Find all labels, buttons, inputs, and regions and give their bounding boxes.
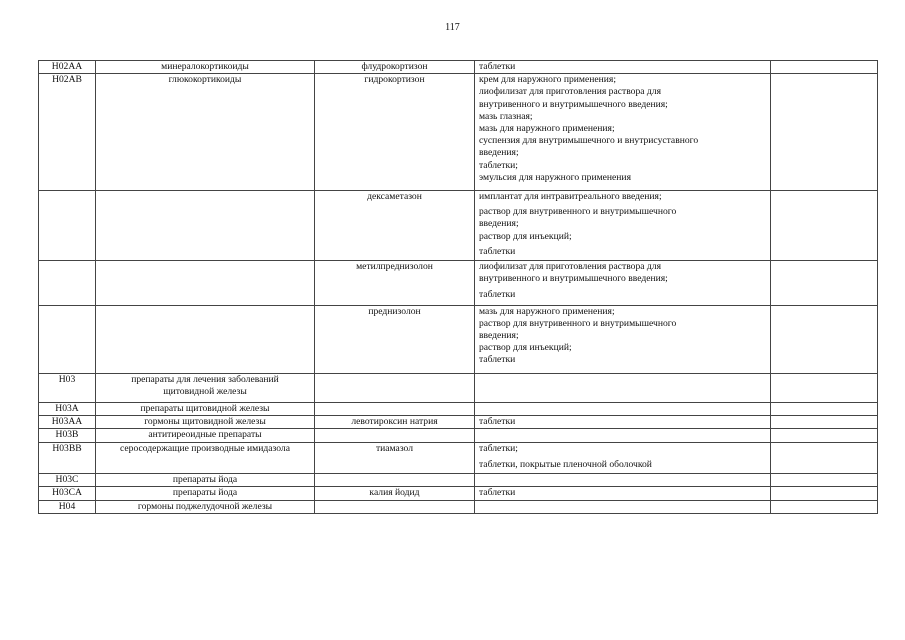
empty-cell <box>771 261 878 306</box>
group-cell: гормоны щитовидной железы <box>96 416 315 429</box>
dosage-form-line: мазь глазная; <box>479 110 533 122</box>
table-row <box>39 74 878 191</box>
dosage-form-cell <box>475 403 771 416</box>
dosage-form-line: таблетки <box>479 245 516 257</box>
table-row <box>39 61 878 74</box>
drug-name-cell: калия йодид <box>315 487 475 500</box>
table-row <box>39 416 878 429</box>
dosage-form-line: имплантат для интравитреального введения; <box>479 191 662 203</box>
dosage-form-line: таблетки <box>479 416 516 428</box>
empty-cell <box>771 429 878 442</box>
dosage-form-cell <box>475 500 771 513</box>
empty-cell <box>771 403 878 416</box>
dosage-form-line: крем для наружного применения; <box>479 74 616 86</box>
dosage-form-cell <box>475 305 771 373</box>
empty-cell <box>771 487 878 500</box>
group-cell: препараты щитовидной железы <box>96 403 315 416</box>
dosage-form-line: раствор для внутривенного и внутримышечного <box>479 206 677 218</box>
dosage-form-line: эмульсия для наружного применения <box>479 171 631 183</box>
atc-code-cell: H03A <box>39 403 96 416</box>
drug-name-cell: преднизолон <box>315 305 475 373</box>
atc-code-cell: H02AA <box>39 61 96 74</box>
table-row <box>39 442 878 473</box>
atc-code-cell <box>39 305 96 373</box>
dosage-form-line: лиофилизат для приготовления раствора для <box>479 86 661 98</box>
drug-name-cell: тиамазол <box>315 442 475 473</box>
dosage-form-cell <box>475 74 771 191</box>
group-cell: серосодержащие производные имидазола <box>96 442 315 473</box>
empty-cell <box>771 305 878 373</box>
dosage-form-line: введения; <box>479 218 519 230</box>
drug-name-cell: гидрокортизон <box>315 74 475 191</box>
table-row <box>39 305 878 373</box>
atc-code-cell <box>39 261 96 306</box>
atc-code-cell: H03BB <box>39 442 96 473</box>
atc-code-cell: H04 <box>39 500 96 513</box>
group-cell <box>96 191 315 261</box>
atc-code-cell <box>39 191 96 261</box>
dosage-form-cell <box>475 373 771 402</box>
empty-cell <box>771 74 878 191</box>
dosage-form-line: раствор для инъекций; <box>479 342 572 354</box>
atc-code-cell: H03 <box>39 373 96 402</box>
group-cell: антитиреоидные препараты <box>96 429 315 442</box>
dosage-form-cell <box>475 474 771 487</box>
empty-cell <box>771 500 878 513</box>
dosage-form-cell <box>475 191 771 261</box>
drug-name-cell: флудрокортизон <box>315 61 475 74</box>
empty-cell <box>771 416 878 429</box>
dosage-form-line: таблетки <box>479 487 516 499</box>
dosage-form-line: таблетки; <box>479 159 518 171</box>
drug-name-cell <box>315 373 475 402</box>
group-cell: минералокортикоиды <box>96 61 315 74</box>
dosage-form-line: введения; <box>479 330 519 342</box>
empty-cell <box>771 442 878 473</box>
empty-cell <box>771 61 878 74</box>
dosage-form-line: мазь для наружного применения; <box>479 305 615 317</box>
empty-cell <box>771 474 878 487</box>
atc-code-cell: H03CA <box>39 487 96 500</box>
group-cell: гормоны поджелудочной железы <box>96 500 315 513</box>
group-cell: глюкокортикоиды <box>96 74 315 191</box>
table-row <box>39 261 878 306</box>
drug-name-cell <box>315 474 475 487</box>
table-row <box>39 474 878 487</box>
table-row <box>39 487 878 500</box>
atc-code-cell: H03B <box>39 429 96 442</box>
dosage-form-cell <box>475 261 771 306</box>
table-row <box>39 429 878 442</box>
group-cell: препараты йода <box>96 474 315 487</box>
dosage-form-line: таблетки, покрытые пленочной оболочкой <box>479 458 652 470</box>
group-cell <box>96 305 315 373</box>
atc-code-cell: H03C <box>39 474 96 487</box>
dosage-form-line: введения; <box>479 147 519 159</box>
dosage-form-line: лиофилизат для приготовления раствора для <box>479 261 661 273</box>
drug-name-cell: дексаметазон <box>315 191 475 261</box>
dosage-form-line: внутривенного и внутримышечного введения; <box>479 98 668 110</box>
group-cell <box>96 261 315 306</box>
dosage-form-line: раствор для инъекций; <box>479 230 572 242</box>
drug-name-cell <box>315 429 475 442</box>
dosage-form-line: суспензия для внутримышечного и внутрисуставного <box>479 135 699 147</box>
dosage-form-line: таблетки <box>479 354 516 366</box>
dosage-form-line: внутривенного и внутримышечного введения; <box>479 273 668 285</box>
dosage-form-line: мазь для наружного применения; <box>479 123 615 135</box>
dosage-form-line: таблетки <box>479 289 516 301</box>
page-number: 117 <box>445 22 460 33</box>
medicines-table <box>38 60 878 514</box>
dosage-form-line: таблетки; <box>479 442 518 454</box>
dosage-form-cell <box>475 416 771 429</box>
group-cell: препараты для лечения заболеваний щитовидной железы <box>96 373 315 402</box>
dosage-form-line: таблетки <box>479 61 516 72</box>
atc-code-cell: H02AB <box>39 74 96 191</box>
table-row <box>39 191 878 261</box>
table-row <box>39 403 878 416</box>
drug-name-cell <box>315 500 475 513</box>
table-row <box>39 373 878 402</box>
dosage-form-cell <box>475 61 771 74</box>
drug-name-cell <box>315 403 475 416</box>
empty-cell <box>771 191 878 261</box>
dosage-form-cell <box>475 429 771 442</box>
dosage-form-cell <box>475 487 771 500</box>
atc-code-cell: H03AA <box>39 416 96 429</box>
drug-name-cell: метилпреднизолон <box>315 261 475 306</box>
group-cell: препараты йода <box>96 487 315 500</box>
drug-name-cell: левотироксин натрия <box>315 416 475 429</box>
dosage-form-cell <box>475 442 771 473</box>
empty-cell <box>771 373 878 402</box>
dosage-form-line: раствор для внутривенного и внутримышечного <box>479 317 677 329</box>
table-row <box>39 500 878 513</box>
